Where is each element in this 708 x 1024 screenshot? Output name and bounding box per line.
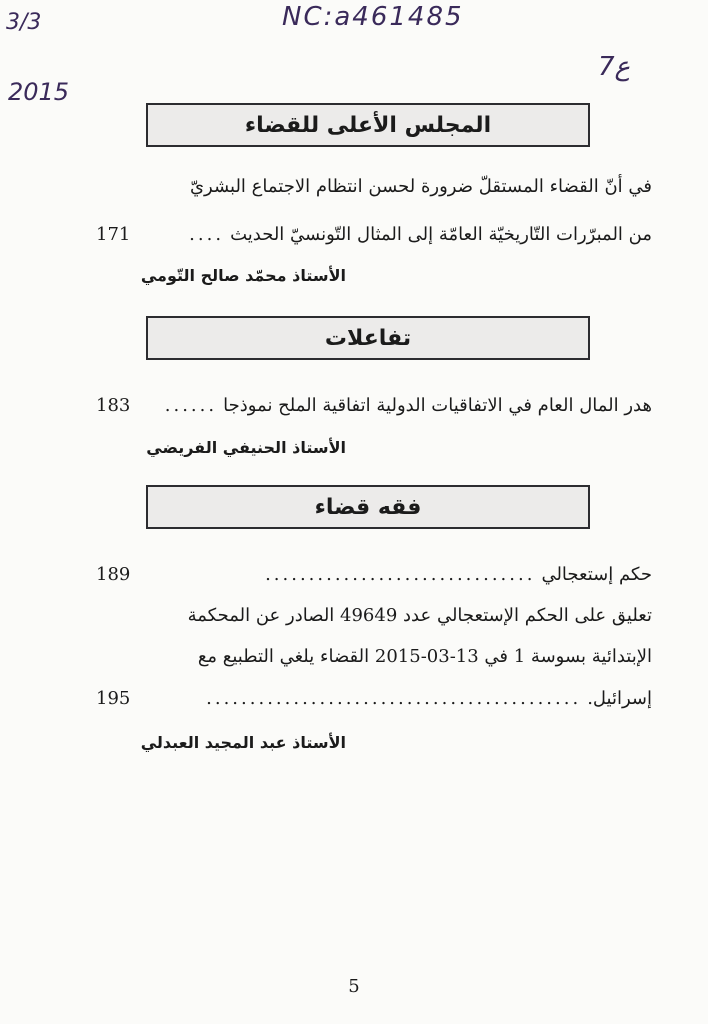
handwritten-year: 2015 [8,78,70,106]
dot-leader: ............................... [265,564,536,585]
page-number: 5 [348,976,360,997]
entry-title-line: الإبتدائية بسوسة 1 في 13-03-2015 القضاء يلغي التطبيع مع [197,646,652,667]
entry-title-line: في أنّ القضاء المستقلّ ضرورة لحسن انتظام الاجتماع البشريّ [189,176,652,197]
handwritten-reference: NC:a461485 [282,2,464,32]
entry-page-number: 171 [96,224,131,245]
entry-author: الأستاذ الحنيفي الفريضي [146,438,346,457]
entry-title-line: من المبرّرات التّاريخيّة العامّة إلى المثال التّونسيّ الحديث [230,224,652,245]
entry-author: الأستاذ محمّد صالح التّومي [140,266,346,285]
entry-title-line: تعليق على الحكم الإستعجالي عدد 49649 الصادر عن المحكمة [187,605,652,626]
toc-entry[interactable] [96,564,652,585]
entry-page-number: 183 [96,395,131,416]
entry-page-number: 195 [96,688,131,709]
toc-entry[interactable] [96,395,652,416]
entry-page-number: 189 [96,564,131,585]
dot-leader: ........................................... [206,688,582,709]
section-heading: تفاعلات [324,325,412,351]
toc-entry[interactable] [96,688,652,709]
entry-title-line: إسرائيل. [587,688,652,709]
handwritten-code: 7ع [598,52,631,82]
handwritten-fraction: 3/3 [6,10,42,35]
dot-leader: .... [189,224,225,245]
dot-leader: ...... [164,395,218,416]
entry-author: الأستاذ عبد المجيد العبدلي [140,733,346,752]
section-heading-box [146,103,590,147]
section-heading-box [146,485,590,529]
section-heading: فقه قضاء [314,494,422,520]
toc-entry[interactable] [96,224,652,245]
section-heading-box [146,316,590,360]
entry-title-line: هدر المال العام في الاتفاقيات الدولية اتفاقية الملح نموذجا [223,395,652,416]
entry-title-line: حكم إستعجالي [541,564,652,585]
section-heading: المجلس الأعلى للقضاء [244,112,492,138]
